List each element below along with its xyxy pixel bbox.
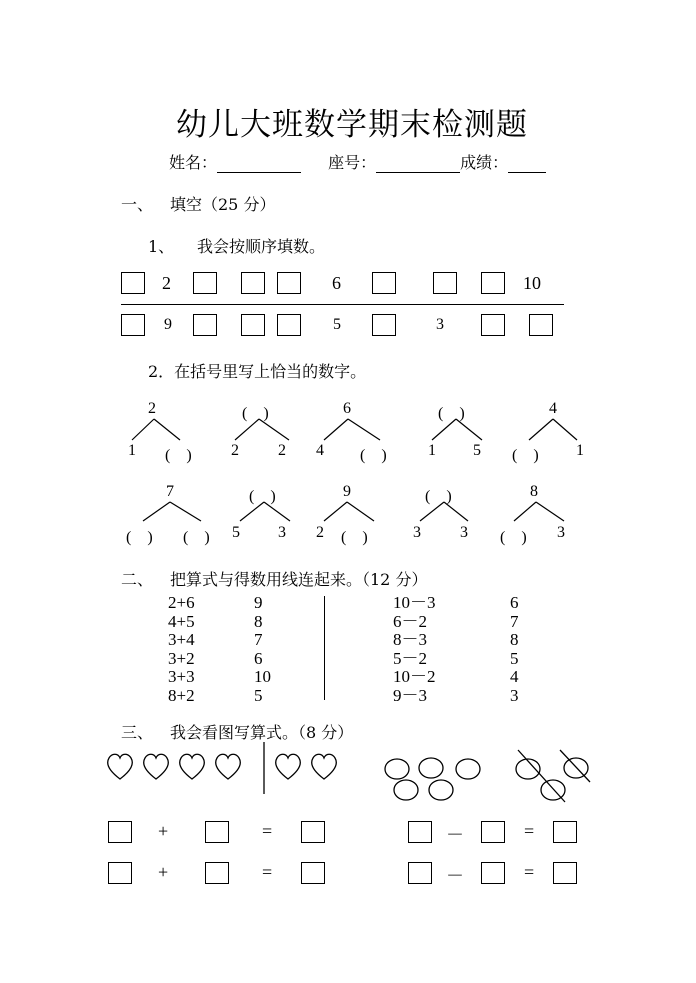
tree-left: 2: [231, 442, 239, 459]
tree-branches: [238, 501, 292, 523]
tree-top[interactable]: ( ): [242, 405, 269, 422]
tree-branches: [322, 418, 382, 442]
tree-left: 1: [428, 442, 436, 459]
result[interactable]: 7: [510, 611, 519, 631]
seat-blank[interactable]: [376, 172, 460, 173]
tree-right[interactable]: ( ): [341, 529, 368, 546]
section-3-heading: 我会看图写算式。（8 分）: [170, 723, 354, 742]
equals-sign: =: [524, 821, 535, 841]
circle-icon: [456, 759, 480, 779]
section-3-number: 三、: [121, 723, 154, 742]
equals-sign: =: [262, 862, 273, 882]
result[interactable]: 4: [510, 667, 519, 687]
tree-right: 1: [576, 442, 584, 459]
equals-sign: =: [524, 862, 535, 882]
left-results-column: [254, 594, 271, 706]
answer-box[interactable]: [301, 862, 325, 884]
section-2-heading: 把算式与得数用线连起来。（12 分）: [170, 570, 428, 589]
given-number: 2: [162, 273, 171, 293]
given-number: 6: [332, 273, 341, 293]
answer-box[interactable]: [433, 272, 457, 294]
answer-box[interactable]: [205, 821, 229, 843]
answer-box[interactable]: [277, 314, 301, 336]
circles-picture: [380, 752, 490, 804]
expression[interactable]: 5－2: [393, 648, 427, 668]
tree-left[interactable]: ( ): [500, 529, 527, 546]
student-info-line: [169, 150, 546, 173]
answer-box[interactable]: [301, 821, 325, 843]
result[interactable]: 6: [510, 593, 519, 612]
answer-box[interactable]: [372, 314, 396, 336]
tree-left: 2: [316, 524, 324, 541]
tree-branches: [130, 418, 182, 442]
tree-branches: [527, 418, 579, 442]
answer-box[interactable]: [481, 314, 505, 336]
right-expressions-column: [393, 594, 436, 706]
expression[interactable]: 8+2: [168, 685, 195, 705]
tree-branches: [512, 501, 566, 523]
name-label: 姓名：: [169, 153, 218, 172]
expression[interactable]: 3+2: [168, 648, 195, 668]
tree-branches: [430, 418, 484, 442]
answer-box[interactable]: [277, 272, 301, 294]
answer-box[interactable]: [108, 821, 132, 843]
tree-right: 5: [473, 442, 481, 459]
tree-branches: [322, 501, 376, 523]
tree-top: 6: [343, 400, 351, 417]
tree-left: 5: [232, 524, 240, 541]
tree-right: 3: [557, 524, 565, 541]
question-1-text: 我会按顺序填数。: [197, 237, 326, 256]
result[interactable]: 10: [254, 667, 271, 687]
answer-box[interactable]: [553, 821, 577, 843]
tree-left: 4: [316, 442, 324, 459]
tree-top: 4: [549, 400, 557, 417]
answer-box[interactable]: [553, 862, 577, 884]
answer-box[interactable]: [408, 862, 432, 884]
result[interactable]: 5: [510, 648, 519, 668]
answer-box[interactable]: [121, 314, 145, 336]
heart-icon: [180, 754, 204, 779]
tree-left: 1: [128, 442, 136, 459]
answer-box[interactable]: [529, 314, 553, 336]
circle-icon: [429, 780, 453, 800]
heart-icon: [216, 754, 240, 779]
score-label: 成绩：: [460, 153, 509, 172]
tree-branches: [141, 501, 203, 523]
score-blank[interactable]: [508, 172, 546, 173]
heart-icon: [144, 754, 168, 779]
answer-box[interactable]: [193, 314, 217, 336]
heart-icon: [276, 754, 300, 779]
name-blank[interactable]: [217, 172, 301, 173]
expression[interactable]: 6－2: [393, 611, 427, 631]
tree-right[interactable]: ( ): [165, 447, 192, 464]
answer-box[interactable]: [481, 272, 505, 294]
tree-top[interactable]: ( ): [249, 488, 276, 505]
tree-branches: [418, 501, 470, 523]
tree-right: 3: [278, 524, 286, 541]
tree-left: 3: [413, 524, 421, 541]
circle-icon: [394, 780, 418, 800]
heart-icon: [108, 754, 132, 779]
answer-box[interactable]: [241, 314, 265, 336]
column-divider: [324, 596, 325, 700]
seat-label: 座号：: [328, 153, 377, 172]
equals-sign: =: [262, 821, 273, 841]
answer-box[interactable]: [481, 862, 505, 884]
given-number: 3: [436, 316, 444, 333]
given-number: 10: [523, 273, 541, 293]
result[interactable]: 3: [510, 685, 519, 705]
tree-right: 2: [278, 442, 286, 459]
section-2-number: 二、: [121, 570, 154, 589]
tree-left[interactable]: ( ): [126, 529, 153, 546]
answer-box[interactable]: [481, 821, 505, 843]
minus-sign: －: [446, 866, 464, 886]
left-expressions-column: [168, 594, 195, 706]
tree-top: 8: [530, 483, 538, 500]
expression[interactable]: 10－2: [393, 667, 436, 687]
expression[interactable]: 3+4: [168, 630, 195, 650]
page-title: 幼儿大班数学期末检测题: [176, 107, 528, 143]
result[interactable]: 8: [254, 611, 263, 631]
tree-top[interactable]: ( ): [438, 405, 465, 422]
crossed-circles-picture: [510, 748, 594, 806]
tree-right: 3: [460, 524, 468, 541]
answer-box[interactable]: [108, 862, 132, 884]
tree-left[interactable]: ( ): [512, 447, 539, 464]
section-1-heading: 填空（25 分）: [170, 195, 276, 214]
minus-sign: －: [446, 825, 464, 845]
given-number: 5: [333, 316, 341, 333]
answer-box[interactable]: [408, 821, 432, 843]
right-results-column: [510, 594, 519, 706]
result[interactable]: 7: [254, 630, 263, 650]
expression[interactable]: 2+6: [168, 593, 195, 612]
expression[interactable]: 4+5: [168, 611, 195, 631]
question-2-text: 2．在括号里写上恰当的数字。: [148, 362, 367, 381]
hearts-picture: [104, 742, 340, 796]
row-divider: [121, 304, 564, 305]
result[interactable]: 6: [254, 648, 263, 668]
answer-box[interactable]: [205, 862, 229, 884]
plus-sign: +: [158, 821, 169, 841]
tree-top[interactable]: ( ): [425, 488, 452, 505]
expression[interactable]: 10－3: [393, 593, 436, 612]
tree-branches: [233, 418, 291, 442]
result[interactable]: 8: [510, 630, 519, 650]
answer-box[interactable]: [372, 272, 396, 294]
circle-icon: [541, 780, 565, 800]
plus-sign: +: [158, 862, 169, 882]
circle-icon: [419, 758, 443, 778]
tree-top: 7: [166, 483, 174, 500]
given-number: 9: [164, 316, 172, 333]
result[interactable]: 5: [254, 685, 263, 705]
result[interactable]: 9: [254, 593, 263, 612]
tree-right[interactable]: ( ): [360, 447, 387, 464]
answer-box[interactable]: [241, 272, 265, 294]
heart-icon: [312, 754, 336, 779]
question-1-index: 1、: [148, 237, 175, 256]
expression[interactable]: 9－3: [393, 685, 427, 705]
expression[interactable]: 3+3: [168, 667, 195, 687]
section-1-number: 一、: [121, 195, 154, 214]
tree-top: 2: [148, 400, 156, 417]
tree-right[interactable]: ( ): [183, 529, 210, 546]
expression[interactable]: 8－3: [393, 630, 427, 650]
answer-box[interactable]: [121, 272, 145, 294]
circle-icon: [385, 759, 409, 779]
answer-box[interactable]: [193, 272, 217, 294]
tree-top: 9: [343, 483, 351, 500]
